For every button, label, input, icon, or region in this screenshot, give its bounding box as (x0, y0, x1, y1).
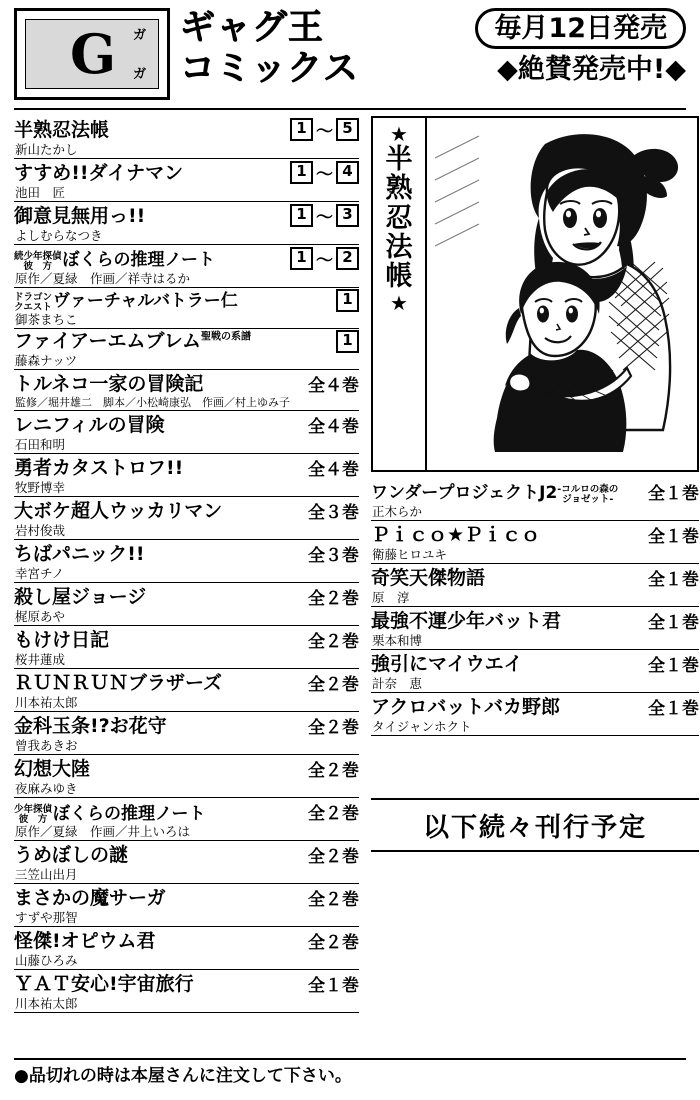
entry-title-text: 幻想大陸 (14, 758, 91, 781)
list-item[interactable] (14, 202, 359, 245)
brand-row-top (180, 8, 686, 49)
featured-title-vertical (373, 118, 427, 470)
entry-title-text: トルネコ一家の冒険記 (14, 373, 204, 396)
entry-volume (648, 479, 699, 504)
brand-title-line1: ギャグ王 (180, 8, 325, 49)
entry-author: 監修／堀井雄二 脚本／小松崎康弘 作画／村上ゆみ子 (15, 396, 290, 409)
entry-main (371, 522, 699, 547)
entry-title-text: 大ボケ超人ウッカリマン (14, 500, 223, 523)
entry-volume (308, 412, 359, 437)
entry-volume (308, 713, 359, 738)
entry-title-text: すすめ!!ダイナマン (14, 162, 184, 185)
entry-volume (308, 842, 359, 867)
entry-volume (308, 799, 359, 824)
volume-label: 全１巻 (648, 656, 699, 676)
entry-title (14, 120, 109, 142)
list-item[interactable] (14, 159, 359, 202)
entry-volume (648, 608, 699, 633)
star-icon-bottom: ★ (390, 290, 408, 315)
entry-main (14, 203, 359, 228)
entry-author: 山藤ひろみ (15, 953, 78, 969)
list-item[interactable] (14, 540, 359, 583)
entry-title (371, 568, 485, 590)
volume-label: 全２巻 (308, 632, 359, 653)
entry-title-suffix-bottom: ジョゼット- (562, 493, 614, 505)
list-item[interactable] (14, 411, 359, 454)
brand-row-bottom (180, 51, 686, 88)
volume-range-dash: 〜 (316, 251, 333, 271)
entry-volume (308, 541, 359, 566)
entry-title (371, 525, 540, 547)
entry-author: 桜井蓮成 (15, 652, 66, 668)
list-item[interactable] (371, 650, 699, 693)
list-item[interactable] (14, 841, 359, 884)
entry-title (14, 888, 166, 910)
volume-label: 全３巻 (308, 503, 359, 524)
entry-title-text: うめぼしの謎 (14, 844, 129, 867)
featured-title-char-1: 半 (385, 144, 413, 175)
list-item[interactable] (14, 116, 359, 159)
release-date-badge: 毎月12日発売 (475, 8, 686, 49)
entry-title-prefix-bottom: 彼 方 (18, 813, 48, 825)
entry-title (14, 331, 251, 353)
entry-main (14, 627, 359, 652)
entry-title (371, 697, 560, 719)
entry-volume (308, 928, 359, 953)
entry-title-text: ちばパニック!! (14, 543, 145, 566)
entry-main (14, 842, 359, 867)
volume-label: 全２巻 (308, 890, 359, 911)
entry-volume (290, 160, 359, 185)
entry-volume (290, 117, 359, 142)
volume-label: 全２巻 (308, 718, 359, 739)
volume-number-from: 1 (290, 161, 313, 184)
entry-main (14, 498, 359, 523)
entry-title-prefix-top: 少年探偵 (14, 804, 53, 816)
list-item[interactable] (14, 245, 359, 288)
volume-number-from: 1 (290, 247, 313, 270)
entry-main (371, 694, 699, 719)
entry-volume (308, 756, 359, 781)
entry-title (14, 587, 146, 609)
entry-title (14, 805, 206, 825)
entry-author: 原 淳 (372, 590, 410, 605)
entry-volume (308, 584, 359, 609)
coming-soon-banner: 以下続々刊行予定 (371, 798, 699, 852)
list-item[interactable] (371, 607, 699, 650)
entry-main (14, 584, 359, 609)
logo-letter: G (69, 22, 115, 86)
list-item[interactable] (14, 927, 359, 970)
list-item[interactable] (371, 478, 699, 521)
entry-title-prefix (14, 252, 62, 271)
list-item[interactable] (14, 626, 359, 669)
entry-title-suffix-top: -コルロの森の (557, 484, 619, 495)
entry-main (14, 971, 359, 996)
entry-volume (290, 203, 359, 228)
star-icon-top: ★ (390, 122, 408, 146)
entry-volume (308, 971, 359, 996)
list-item[interactable] (14, 583, 359, 626)
volume-label: 全４巻 (308, 417, 359, 438)
volume-label: 全１巻 (648, 484, 699, 504)
entry-title-text: ファイアーエムブレム (14, 330, 201, 353)
entry-title-text: ヴァーチャルバトラー仁 (53, 291, 238, 312)
entry-author: 新山たかし (15, 142, 78, 157)
entry-author: 御茶まちこ (15, 312, 78, 327)
entry-author: 原作／夏緑 作画／祥寺はるか (15, 271, 191, 286)
list-item[interactable] (371, 564, 699, 607)
brand-title-line2: コミックス (180, 49, 359, 90)
entry-author: 幸宮チノ (15, 566, 65, 582)
volume-number-to: 2 (336, 247, 359, 270)
entry-main (14, 246, 359, 271)
entry-main (14, 713, 359, 738)
volume-label: 全２巻 (308, 933, 359, 954)
entry-main (14, 799, 359, 824)
entry-title-text: アクロバットバカ野郎 (371, 696, 561, 719)
entry-volume (648, 522, 699, 547)
entry-title-text: 最強不運少年バット君 (371, 610, 562, 633)
entry-title-text: 殺し屋ジョージ (14, 586, 147, 609)
volume-label: 全２巻 (308, 847, 359, 868)
entry-author: 牧野博幸 (15, 480, 66, 496)
entry-author: 川本祐太郎 (15, 695, 78, 711)
entry-main (371, 565, 699, 590)
volume-number-from: 1 (290, 204, 313, 227)
volume-label: 全１巻 (648, 527, 699, 547)
list-item[interactable] (14, 755, 359, 798)
manga-illustration (427, 118, 697, 470)
entry-title-text: ＲＵＮＲＵＮブラザーズ (14, 672, 223, 695)
entry-title-prefix-top: 続少年探偵 (14, 251, 62, 262)
volume-number-from: 1 (290, 118, 313, 141)
right-column (371, 116, 699, 1056)
entry-main (14, 756, 359, 781)
entry-author: すずや那智 (15, 910, 78, 926)
entry-title (14, 415, 164, 437)
entry-title (14, 458, 183, 480)
entry-volume (290, 246, 359, 271)
entry-title-text: 御意見無用っ!! (14, 205, 146, 228)
entry-title (14, 292, 238, 312)
publisher-logo (14, 8, 170, 100)
entry-main (14, 455, 359, 480)
entry-volume (308, 498, 359, 523)
entry-title-text: レニフィルの冒険 (14, 414, 165, 437)
entry-title-text: 強引にマイウエイ (371, 653, 523, 676)
entry-title-text: ＹＡＴ安心!宇宙旅行 (14, 973, 194, 996)
entry-title (14, 374, 203, 396)
entry-main (14, 289, 359, 312)
entry-title-suffix: 聖戦の系譜 (200, 331, 251, 343)
volume-label: 全４巻 (308, 376, 359, 396)
logo-inner-plate (25, 19, 159, 89)
entry-author: 岩村俊哉 (15, 523, 66, 539)
featured-title-char-5: 帳 (385, 261, 413, 293)
volume-label: 全２巻 (308, 589, 359, 610)
entry-title-prefix-bottom: 彼 方 (23, 260, 53, 272)
entry-author: タイジャンホクト (372, 719, 472, 734)
volume-number: 1 (336, 289, 359, 312)
list-item[interactable] (14, 669, 359, 712)
entry-author: 夜麻みゆき (15, 781, 78, 797)
entry-main (14, 330, 359, 353)
volume-label: 全２巻 (308, 675, 359, 696)
entry-title (14, 974, 194, 996)
entry-title-text: もけけ日記 (14, 629, 110, 652)
entry-title (14, 206, 145, 228)
catalog-columns (14, 116, 699, 1056)
volume-range-dash: 〜 (316, 208, 333, 228)
entry-title-text: Ｐｉｃｏ★Ｐｉｃｏ (371, 524, 541, 547)
entry-main (14, 928, 359, 953)
volume-label: 全１巻 (648, 613, 699, 633)
list-item[interactable] (14, 970, 359, 1013)
list-item[interactable] (14, 798, 359, 841)
entry-volume (308, 371, 359, 396)
entry-title-text: まさかの魔サーガ (14, 887, 166, 910)
entry-author: 正木らか (372, 504, 423, 519)
entry-main (14, 412, 359, 437)
volume-label: 全３巻 (308, 546, 359, 567)
entry-author: 梶原あや (15, 609, 66, 625)
volume-label: 全２巻 (308, 761, 359, 782)
entry-volume (648, 651, 699, 676)
entry-title-text: 奇笑天傑物語 (371, 567, 486, 590)
volume-label: 全１巻 (648, 570, 699, 590)
volume-range-dash: 〜 (316, 122, 333, 142)
entry-main (14, 541, 359, 566)
entry-title-prefix (14, 293, 52, 312)
entry-title-text: ぼくらの推理ノート (53, 803, 206, 824)
entry-volume (336, 330, 359, 353)
entry-main (371, 651, 699, 676)
entry-title (14, 630, 109, 652)
featured-title-art-panel (371, 116, 699, 472)
featured-title-char-2: 熟 (385, 173, 413, 205)
volume-number-to: 4 (336, 161, 359, 184)
order-note: ●品切れの時は本屋さんに注文して下さい。 (14, 1066, 352, 1086)
entry-title (14, 251, 215, 271)
entry-title (14, 163, 183, 185)
entry-title (371, 654, 523, 676)
entry-title (14, 544, 145, 566)
header-divider (14, 108, 686, 110)
left-title-list (14, 116, 359, 1056)
footer-divider (14, 1058, 686, 1060)
entry-author: 藤森ナッツ (15, 353, 78, 368)
volume-range-dash: 〜 (316, 165, 333, 185)
entry-title-text: 勇者カタストロフ!! (14, 457, 184, 480)
entry-main (14, 371, 359, 396)
featured-title-char-3: 忍 (385, 202, 413, 234)
entry-title (14, 759, 90, 781)
entry-title-suffix-stack (557, 485, 618, 504)
entry-author: よしむらなつき (15, 228, 103, 243)
entry-title-text: ぼくらの推理ノート (62, 250, 216, 271)
entry-title-prefix-bottom: クエスト (14, 301, 52, 313)
entry-title-text: 半熟忍法帳 (14, 119, 110, 142)
entry-main (14, 160, 359, 185)
entry-author: 原作／夏緑 作画／井上いろは (15, 824, 191, 840)
entry-title-text: 怪傑!オピウム君 (14, 930, 156, 953)
volume-label: 全１巻 (648, 699, 699, 719)
entry-main (14, 670, 359, 695)
list-item[interactable] (14, 329, 359, 370)
list-item[interactable] (371, 693, 699, 736)
header-text-block (180, 8, 686, 88)
volume-label: 全１巻 (308, 976, 359, 997)
list-item[interactable] (14, 497, 359, 540)
volume-number-to: 5 (336, 118, 359, 141)
entry-volume (648, 565, 699, 590)
logo-kana-bottom: ガ (132, 67, 146, 82)
volume-number: 1 (336, 330, 359, 353)
volume-label: 全２巻 (308, 804, 359, 825)
list-item[interactable] (14, 712, 359, 755)
entry-author: 栗本和博 (372, 633, 423, 648)
entry-title-text: ワンダープロジェクトJ2 (371, 483, 558, 504)
right-title-list (371, 478, 699, 736)
entry-title (14, 931, 155, 953)
list-item[interactable] (14, 454, 359, 497)
entry-author: 池田 匠 (15, 185, 66, 200)
volume-number-to: 3 (336, 204, 359, 227)
volume-label: 全４巻 (308, 460, 359, 481)
entry-main (371, 608, 699, 633)
entry-title (14, 673, 222, 695)
entry-title-prefix-top: ドラゴン (14, 292, 53, 303)
entry-volume (308, 627, 359, 652)
entry-title-prefix (14, 805, 52, 824)
list-item[interactable] (14, 370, 359, 411)
entry-author: 曾我あきお (15, 738, 78, 754)
list-item[interactable] (371, 521, 699, 564)
entry-main (14, 117, 359, 142)
entry-title (14, 716, 167, 738)
entry-volume (648, 694, 699, 719)
entry-author: 川本祐太郎 (15, 996, 78, 1012)
entry-volume (308, 670, 359, 695)
entry-author: 計奈 恵 (372, 676, 423, 691)
entry-main (371, 479, 699, 504)
entry-volume (308, 885, 359, 910)
entry-author: 衛藤ヒロユキ (372, 547, 448, 562)
entry-title (14, 501, 222, 523)
list-item[interactable] (14, 288, 359, 329)
featured-title-char-4: 法 (385, 232, 413, 264)
entry-volume (336, 289, 359, 312)
logo-kana-top: ガ (132, 28, 146, 43)
entry-title-text: 金科玉条!?お花守 (14, 715, 167, 738)
entry-volume (308, 455, 359, 480)
entry-title (371, 484, 619, 504)
entry-main (14, 885, 359, 910)
entry-author: 石田和明 (15, 437, 66, 453)
page-header (14, 8, 686, 104)
on-sale-now-text: ◆絶賛発売中!◆ (497, 53, 686, 85)
entry-title (371, 611, 561, 633)
entry-title (14, 845, 128, 867)
entry-author: 三笠山出月 (15, 867, 78, 883)
list-item[interactable] (14, 884, 359, 927)
